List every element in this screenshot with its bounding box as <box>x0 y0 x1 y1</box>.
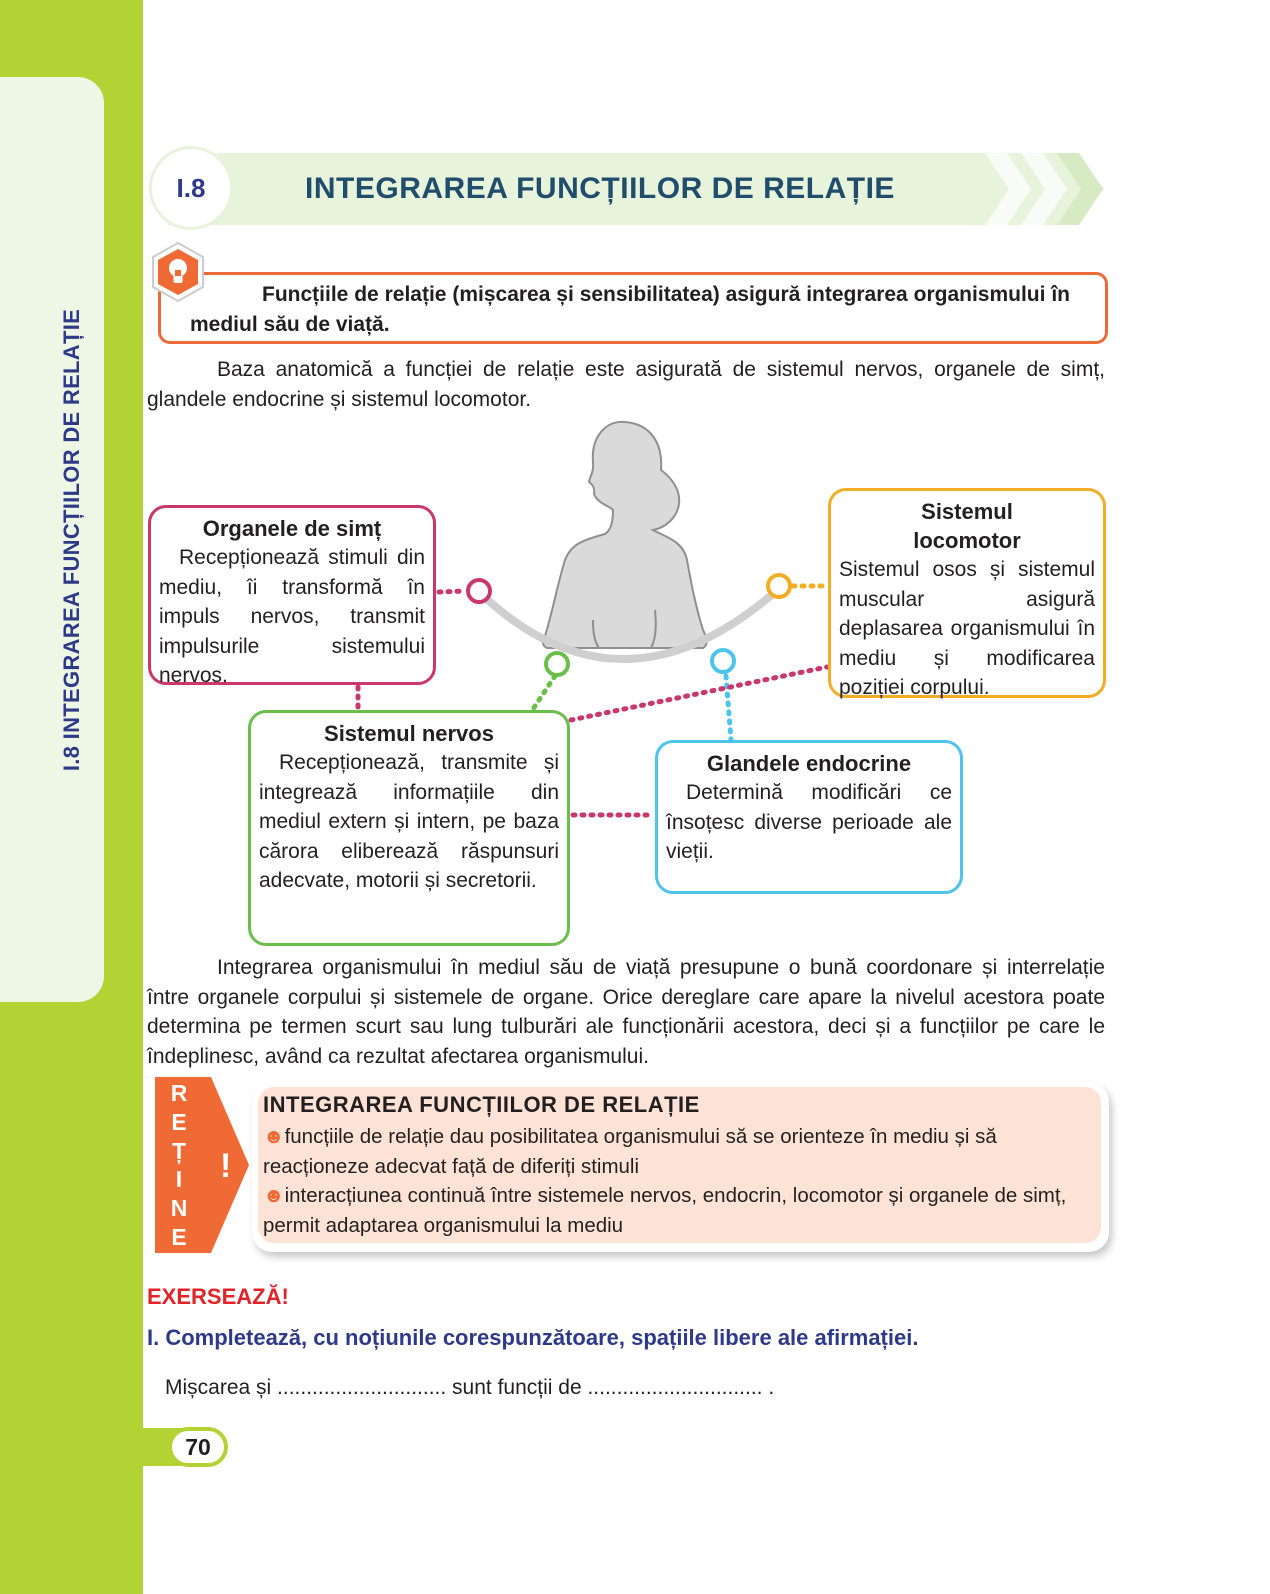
exercise-heading: EXERSEAZĂ! <box>147 1284 289 1309</box>
retine-letter: N <box>170 1194 188 1221</box>
definition-text: Funcțiile de relație (mișcarea și sensibilitatea) asigură integrarea organismului în mediul său de viață. <box>190 283 1070 336</box>
retine-title: INTEGRAREA FUNCȚIILOR DE RELAȚIE <box>263 1092 700 1117</box>
retine-letter: E <box>171 1223 187 1250</box>
retine-arrow-icon <box>203 1077 251 1253</box>
exercise-fill-in-sentence: Mișcarea și ............................. sunt funcții de .............................. . <box>165 1376 775 1399</box>
retine-label <box>155 1077 203 1253</box>
chevron-arrows-icon <box>985 153 1105 225</box>
node-nervous <box>546 653 568 675</box>
node-endocrine <box>712 650 734 672</box>
connector-nervous <box>531 676 555 712</box>
side-panel <box>0 77 104 1002</box>
connector-nervous-locomotor <box>571 667 827 720</box>
body-paragraph: Integrarea organismului în mediul său de viață presupune o bună coordonare și interrelație între organele corpului și sistemele de organe. Orice dereglare care apare la nivelul acestora poate determina pe termen scurt sau lung tulburări ale funcționării acestora, deci și a funcțiilor pe care le îndeplinesc, având ca rezultat afectarea organismului. <box>147 956 1105 1068</box>
nervous-title: Sistemul nervos <box>324 721 494 746</box>
nervous-box <box>248 710 570 946</box>
node-senses <box>468 580 490 602</box>
exercise-task: I. Completează, cu noțiunile corespunzătoare, spațiile libere ale afirmației. <box>147 1325 919 1350</box>
page-number: 70 <box>168 1427 228 1467</box>
node-locomotor <box>768 575 790 597</box>
senses-box <box>148 505 436 685</box>
retine-letter: I <box>175 1166 183 1193</box>
page-title: INTEGRAREA FUNCȚIILOR DE RELAȚIE <box>305 172 895 205</box>
senses-text: Recepționează stimuli din mediu, îi transformă în impuls nervos, transmit impulsurile sistemului nervos. <box>159 546 425 687</box>
endocrine-box <box>655 740 963 894</box>
smiley-bullet-icon: ☻ <box>263 1125 285 1148</box>
nervous-text: Recepționează, transmite și integrează informațiile din mediul extern și intern, pe baza cărora eliberează răspunsuri adecvate, motorii și secretorii. <box>259 751 559 892</box>
exclamation-mark: ! <box>220 1147 232 1185</box>
retine-letter: Ț <box>171 1137 187 1164</box>
human-silhouette-icon <box>543 422 707 648</box>
retine-letter: E <box>171 1108 187 1135</box>
connector-senses <box>439 591 465 592</box>
endocrine-title: Glandele endocrine <box>706 751 912 776</box>
retine-list-item: ☻funcțiile de relație dau posibilitatea organismului să se orienteze în mediu și să reacționeze adecvat față de diferiți stimuli <box>263 1125 997 1178</box>
locomotor-box <box>828 488 1106 698</box>
smiley-bullet-icon: ☻ <box>263 1184 285 1207</box>
endocrine-text: Determină modificări ce însoțesc diverse perioade ale vieții. <box>666 781 952 863</box>
section-number-badge: I.8 <box>149 146 233 230</box>
senses-title: Organele de simț <box>202 516 382 541</box>
intro-paragraph: Baza anatomică a funcției de relație este asigurată de sistemul nervos, organele de simț, glandele endocrine și sistemul locomotor. <box>147 358 1105 411</box>
locomotor-title: Sistemul locomotor <box>913 499 1021 553</box>
locomotor-text: Sistemul osos și sistemul muscular asigură deplasarea organismului în mediu și modificarea poziției corpului. <box>839 558 1095 699</box>
retine-list-item: ☻interacțiunea continuă între sistemele nervos, endocrin, locomotor și organele de simț, permit adaptarea organismului la mediu <box>263 1184 1067 1237</box>
retine-letter: R <box>170 1080 188 1107</box>
